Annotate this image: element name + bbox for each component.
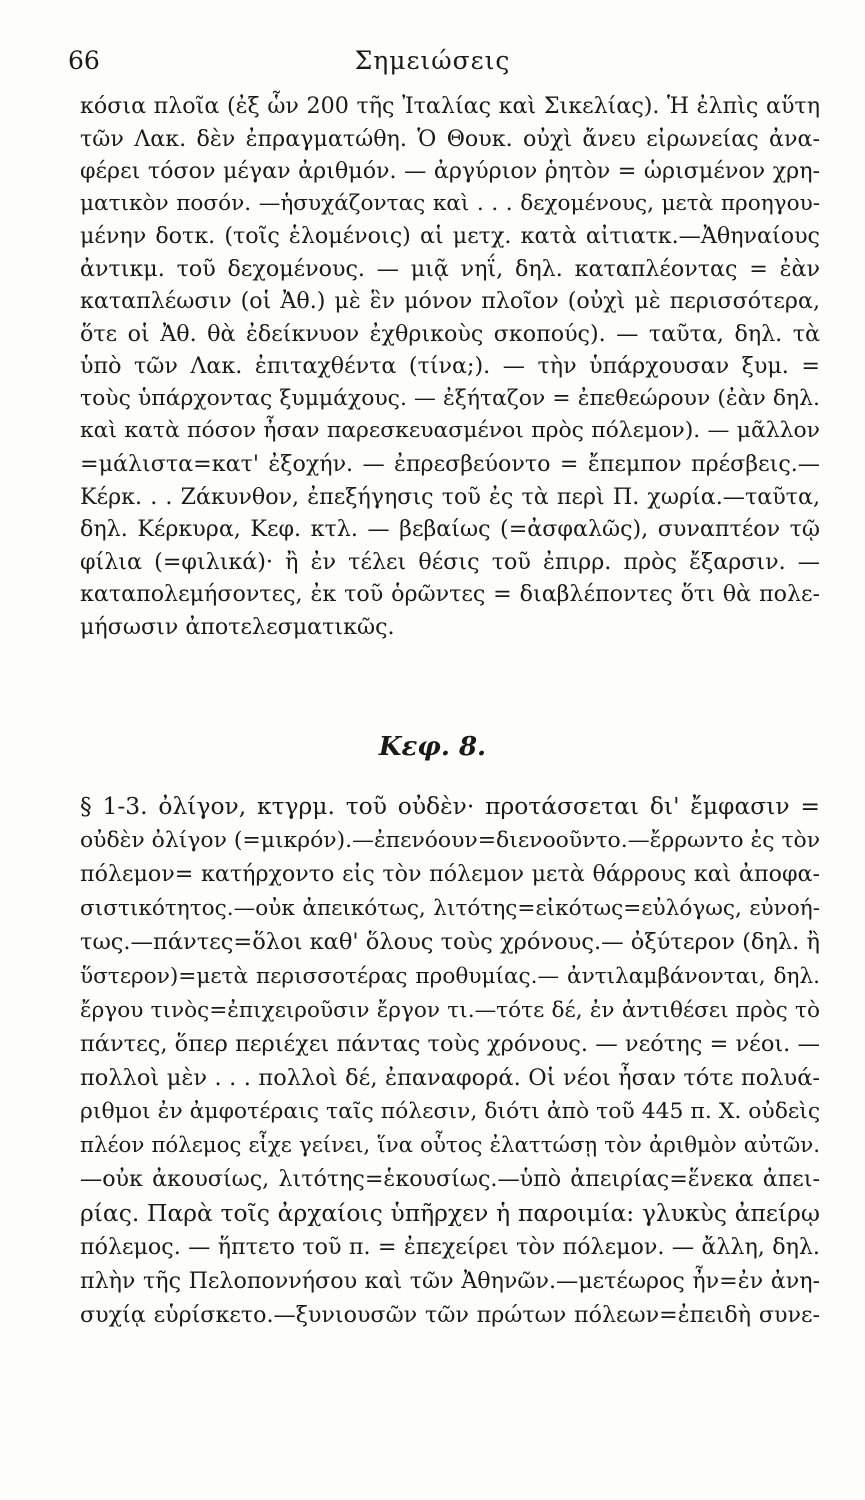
- text-line: δηλ. Κέρκυρα, Κεφ. κτλ. — βεβαίως (=ἀσφαλῶς), συναπτέον τῷ: [80, 516, 820, 543]
- text-line: καὶ κατὰ πόσον ἦσαν παρεσκευασμένοι πρὸς πόλεμον). — μᾶλλον: [80, 418, 820, 444]
- text-line: φέρει τόσον μέγαν ἀριθμόν. — ἀργύριον ῥητὸν = ὡρισμένον χρη-: [80, 158, 820, 185]
- text-line: § 1-3. ὀλίγον, κτγρμ. τοῦ οὐδὲν· προτάσσεται δι' ἔμφασιν =: [80, 792, 820, 820]
- text-line: —οὐκ ἀκουσίως, λιτότης=ἑκουσίως.—ὑπὸ ἀπειρίας=ἕνεκα ἀπει-: [80, 1166, 820, 1193]
- text-line: =μάλιστα=κατ' ἐξοχήν. — ἐπρεσβεύοντο = ἔπεμπον πρέσβεις.—: [80, 451, 820, 478]
- text-line: Κέρκ. . . Ζάκυνθον, ἐπεξήγησις τοῦ ἐς τὰ περὶ Π. χωρία.—ταῦτα,: [80, 483, 820, 510]
- text-line: τοὺς ὑπάρχοντας ξυμμάχους. — ἐξήταζον = ἐπεθεώρουν (ἐὰν δηλ.: [80, 385, 820, 411]
- text-line: σιστικότητος.—οὐκ ἀπεικότως, λιτότης=εἰκότως=εὐλόγως, εὐνοή-: [80, 895, 820, 921]
- text-line: καταπολεμήσοντες, ἐκ τοῦ ὁρῶντες = διαβλέποντες ὅτι θὰ πολε-: [80, 581, 820, 608]
- running-title: Σημειώσεις: [354, 46, 511, 75]
- chapter-heading: Κεφ. 8.: [378, 732, 487, 762]
- text-line: πόλεμον= κατήρχοντο εἰς τὸν πόλεμον μετὰ θάρρους καὶ ἀποφα-: [80, 860, 820, 887]
- text-line: πάντες, ὅπερ περιέχει πάντας τοὺς χρόνους. — νεότης = νέοι. —: [80, 1030, 820, 1057]
- text-line: πλέον πόλεμος εἶχε γείνει, ἵνα οὗτος ἐλαττώσῃ τὸν ἀριθμὸν αὐτῶν.: [80, 1133, 820, 1159]
- text-line: φίλια (=φιλικά)· ἢ ἐν τέλει θέσις τοῦ ἐπιρρ. πρὸς ἔξαρσιν. —: [80, 548, 820, 575]
- text-line: μήσωσιν ἀποτελεσματικῶς.: [80, 613, 395, 640]
- text-line: τῶν Λακ. δὲν ἐπραγματώθη. Ὁ Θουκ. οὐχὶ ἄνευ εἰρωνείας ἀνα-: [80, 125, 820, 152]
- text-line: πολλοὶ μὲν . . . πολλοὶ δέ, ἐπαναφορά. Οἱ νέοι ἦσαν τότε πολυά-: [80, 1064, 820, 1091]
- page-number: 66: [68, 46, 100, 75]
- text-line: τως.—πάντες=ὅλοι καθ' ὅλους τοὺς χρόνους.— ὀξύτερον (δηλ. ἢ: [80, 928, 820, 955]
- text-line: ἀντικμ. τοῦ δεχομένους. — μιᾷ νηΐ, δηλ. καταπλέοντας = ἐὰν: [80, 255, 820, 282]
- text-line: ματικὸν ποσόν. —ἡσυχάζοντας καὶ . . . δεχομένους, μετὰ προηγου-: [80, 190, 820, 216]
- text-line: κόσια πλοῖα (ἐξ ὧν 200 τῆς Ἰταλίας καὶ Σικελίας). Ἡ ἐλπὶς αὕτη: [80, 93, 820, 119]
- text-line: συχίᾳ εὑρίσκετο.—ξυνιουσῶν τῶν πρώτων πόλεων=ἐπειδὴ συνε-: [80, 1302, 820, 1329]
- text-line: μένην δοτκ. (τοῖς ἑλομένοις) αἱ μετχ. κατὰ αἰτιατκ.—Ἀθηναίους: [80, 223, 820, 250]
- text-line: ριθμοι ἐν ἀμφοτέραις ταῖς πόλεσιν, διότι ἀπὸ τοῦ 445 π. Χ. οὐδεὶς: [80, 1099, 821, 1125]
- text-line: καταπλέωσιν (οἱ Ἀθ.) μὲ ἓν μόνον πλοῖον (οὐχὶ μὲ περισσότερα,: [80, 288, 820, 315]
- text-line: ρίας. Παρὰ τοῖς ἀρχαίοις ὑπῆρχεν ἡ παροιμία: γλυκὺς ἀπείρῳ: [80, 1199, 820, 1228]
- text-line: ἔργου τινὸς=ἐπιχειροῦσιν ἔργον τι.—τότε δέ, ἐν ἀντιθέσει πρὸς τὸ: [80, 997, 820, 1023]
- text-line: πόλεμος. — ἥπτετο τοῦ π. = ἐπεχείρει τὸν πόλεμον. — ἄλλη, δηλ.: [80, 1234, 820, 1261]
- text-line: ὅτε οἱ Ἀθ. θὰ ἐδείκνυον ἐχθρικοὺς σκοπούς). — ταῦτα, δηλ. τὰ: [80, 320, 820, 347]
- text-line: πλὴν τῆς Πελοποννήσου καὶ τῶν Ἀθηνῶν.—μετέωρος ἦν=ἐν ἀνη-: [80, 1268, 820, 1295]
- text-line: ὕστερον)=μετὰ περισσοτέρας προθυμίας.— ἀντιλαμβάνονται, δηλ.: [80, 963, 820, 989]
- text-line: ὑπὸ τῶν Λακ. ἐπιταχθέντα (τίνα;). — τὴν ὑπάρχουσαν ξυμ. =: [80, 353, 820, 380]
- notes-block-chapter-7: [80, 90, 820, 643]
- text-line: οὐδὲν ὀλίγον (=μικρόν).—ἐπενόουν=διενοοῦντο.—ἔρρωντο ἐς τὸν: [80, 827, 821, 853]
- page-header: [0, 46, 865, 80]
- notes-block-chapter-8: [80, 790, 820, 1333]
